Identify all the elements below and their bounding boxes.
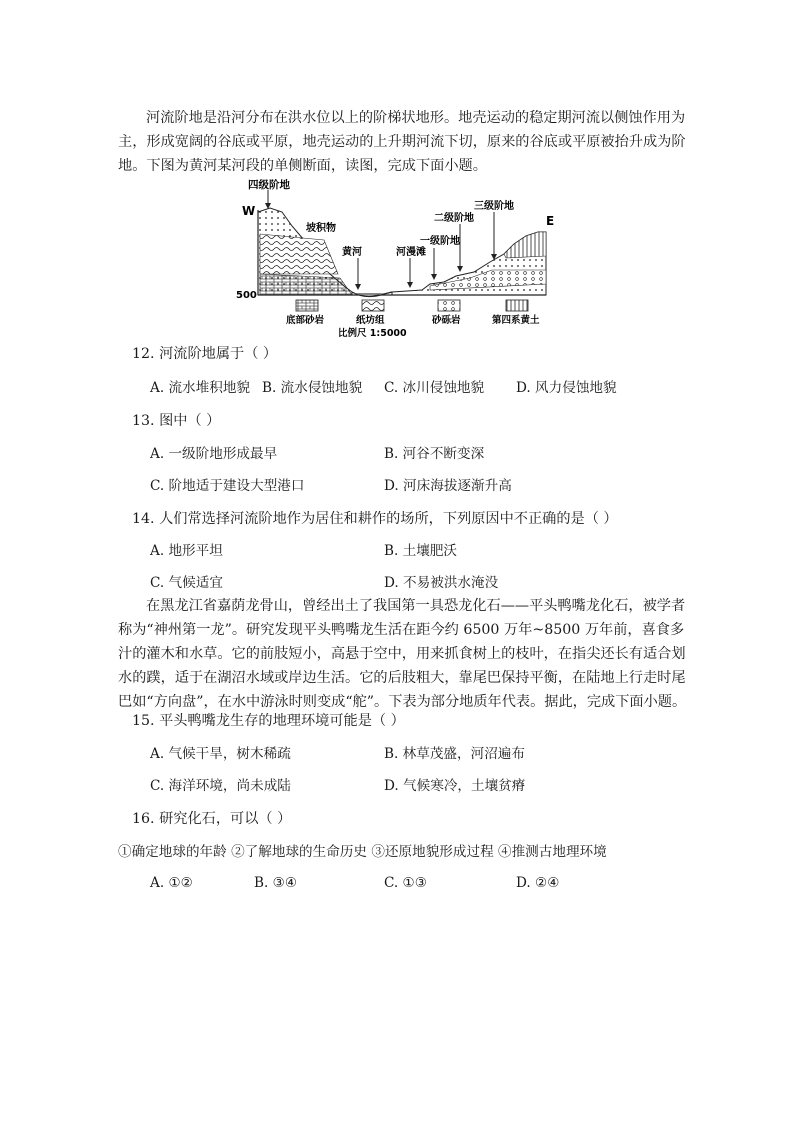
intro-paragraph-1: 河流阶地是沿河分布在洪水位以上的阶梯状地形。地壳运动的稳定期河流以侧蚀作用为主，形成宽阔的谷底或平原，地壳运动的上升期河流下切，原来的谷底或平原被抬升成为阶地。下图为黄河某河段的单侧断面，读图，完成下面小题。	[118, 110, 686, 174]
question-16-option-a: A. ①②	[150, 875, 193, 891]
question-16-statements: ①确定地球的年龄 ②了解地球的生命历史 ③还原地貌形成过程 ④推测古地理环境	[118, 844, 607, 860]
question-13-option-b: B. 河谷不断变深	[384, 446, 485, 462]
question-14-option-d: D. 不易被洪水淹没	[384, 575, 499, 591]
legend-swatch-loess	[506, 300, 528, 311]
question-16-option-b: B. ③④	[254, 875, 298, 891]
question-14-option-a: A. 地形平坦	[150, 543, 223, 559]
label-terrace4: 四级阶地	[248, 179, 290, 191]
question-15-option-c: C. 海洋环境，尚未成陆	[150, 778, 291, 794]
figure-scale: 比例尺 1:5000	[338, 328, 407, 339]
legend-zhifang: 纸坊组	[356, 315, 385, 326]
legend-swatch-conglomerate	[438, 300, 460, 311]
question-14-option-b: B. 土壤肥沃	[384, 543, 458, 559]
question-12-option-a: A. 流水堆积地貌	[150, 380, 251, 396]
question-16-stem: 16. 研究化石，可以（ ）	[132, 811, 292, 827]
question-15-option-b: B. 林草茂盛，河沼遍布	[384, 746, 525, 762]
legend-swatch-zhifang	[362, 300, 384, 311]
label-floodplain: 河漫滩	[396, 247, 426, 258]
question-12-stem: 12. 河流阶地属于（ ）	[132, 346, 278, 362]
question-15-stem: 15. 平头鸭嘴龙生存的地理环境可能是（ ）	[132, 713, 405, 729]
label-terrace3: 三级阶地	[474, 201, 514, 212]
label-e: E	[546, 214, 555, 228]
question-13-option-d: D. 河床海拔逐渐升高	[384, 478, 512, 494]
question-16-option-d: D. ②④	[516, 875, 560, 891]
question-16-option-c: C. ①③	[384, 875, 427, 891]
question-14-option-c: C. 气候适宜	[150, 575, 223, 591]
label-yellow-river: 黄河	[342, 247, 362, 258]
legend-sandstone: 底部砂岩	[286, 315, 325, 326]
intro-paragraph-2: 在黑龙江省嘉荫龙骨山，曾经出土了我国第一具恐龙化石——平头鸭嘴龙化石，被学者称为“神州第一龙”。研究发现平头鸭嘴龙生活在距今约 6500 万年~8500 万年前，喜食多汁的灌木和水草。它的前肢短小，高悬于空中，用来抓食树上的枝叶，在指尖还长有适合划水的蹼，适于在湖沼水域或岸边生活。它的后肢粗大，靠尾巴保持平衡，在陆地上行走时尾巴如“方向盘”，在水中游泳时则变成“舵”。下表为部分地质年代表。据此，完成下面小题。	[118, 598, 687, 710]
legend-loess: 第四系黄土	[492, 315, 540, 326]
label-slope-deposit: 坡积物	[306, 223, 336, 234]
label-w: W	[242, 204, 256, 218]
label-elevation-500: 500	[236, 290, 257, 301]
question-15-option-d: D. 气候寒冷，土壤贫瘠	[384, 778, 526, 794]
label-terrace2: 二级阶地	[434, 213, 474, 224]
legend-swatch-sandstone	[296, 300, 318, 311]
question-13-option-a: A. 一级阶地形成最早	[150, 446, 278, 462]
question-12-option-c: C. 冰川侵蚀地貌	[384, 380, 485, 396]
question-12-option-d: D. 风力侵蚀地貌	[516, 380, 617, 396]
question-13-stem: 13. 图中（ ）	[132, 413, 221, 429]
terrace-cross-section-figure	[234, 174, 564, 340]
question-15-option-a: A. 气候干旱，树木稀疏	[150, 746, 291, 762]
label-terrace1: 一级阶地	[420, 236, 460, 247]
question-13-option-c: C. 阶地适于建设大型港口	[150, 478, 305, 494]
legend-conglomerate: 砂砾岩	[432, 315, 461, 326]
question-12-option-b: B. 流水侵蚀地貌	[262, 380, 363, 396]
question-14-stem: 14. 人们常选择河流阶地作为居住和耕作的场所，下列原因中不正确的是（ ）	[132, 511, 618, 527]
